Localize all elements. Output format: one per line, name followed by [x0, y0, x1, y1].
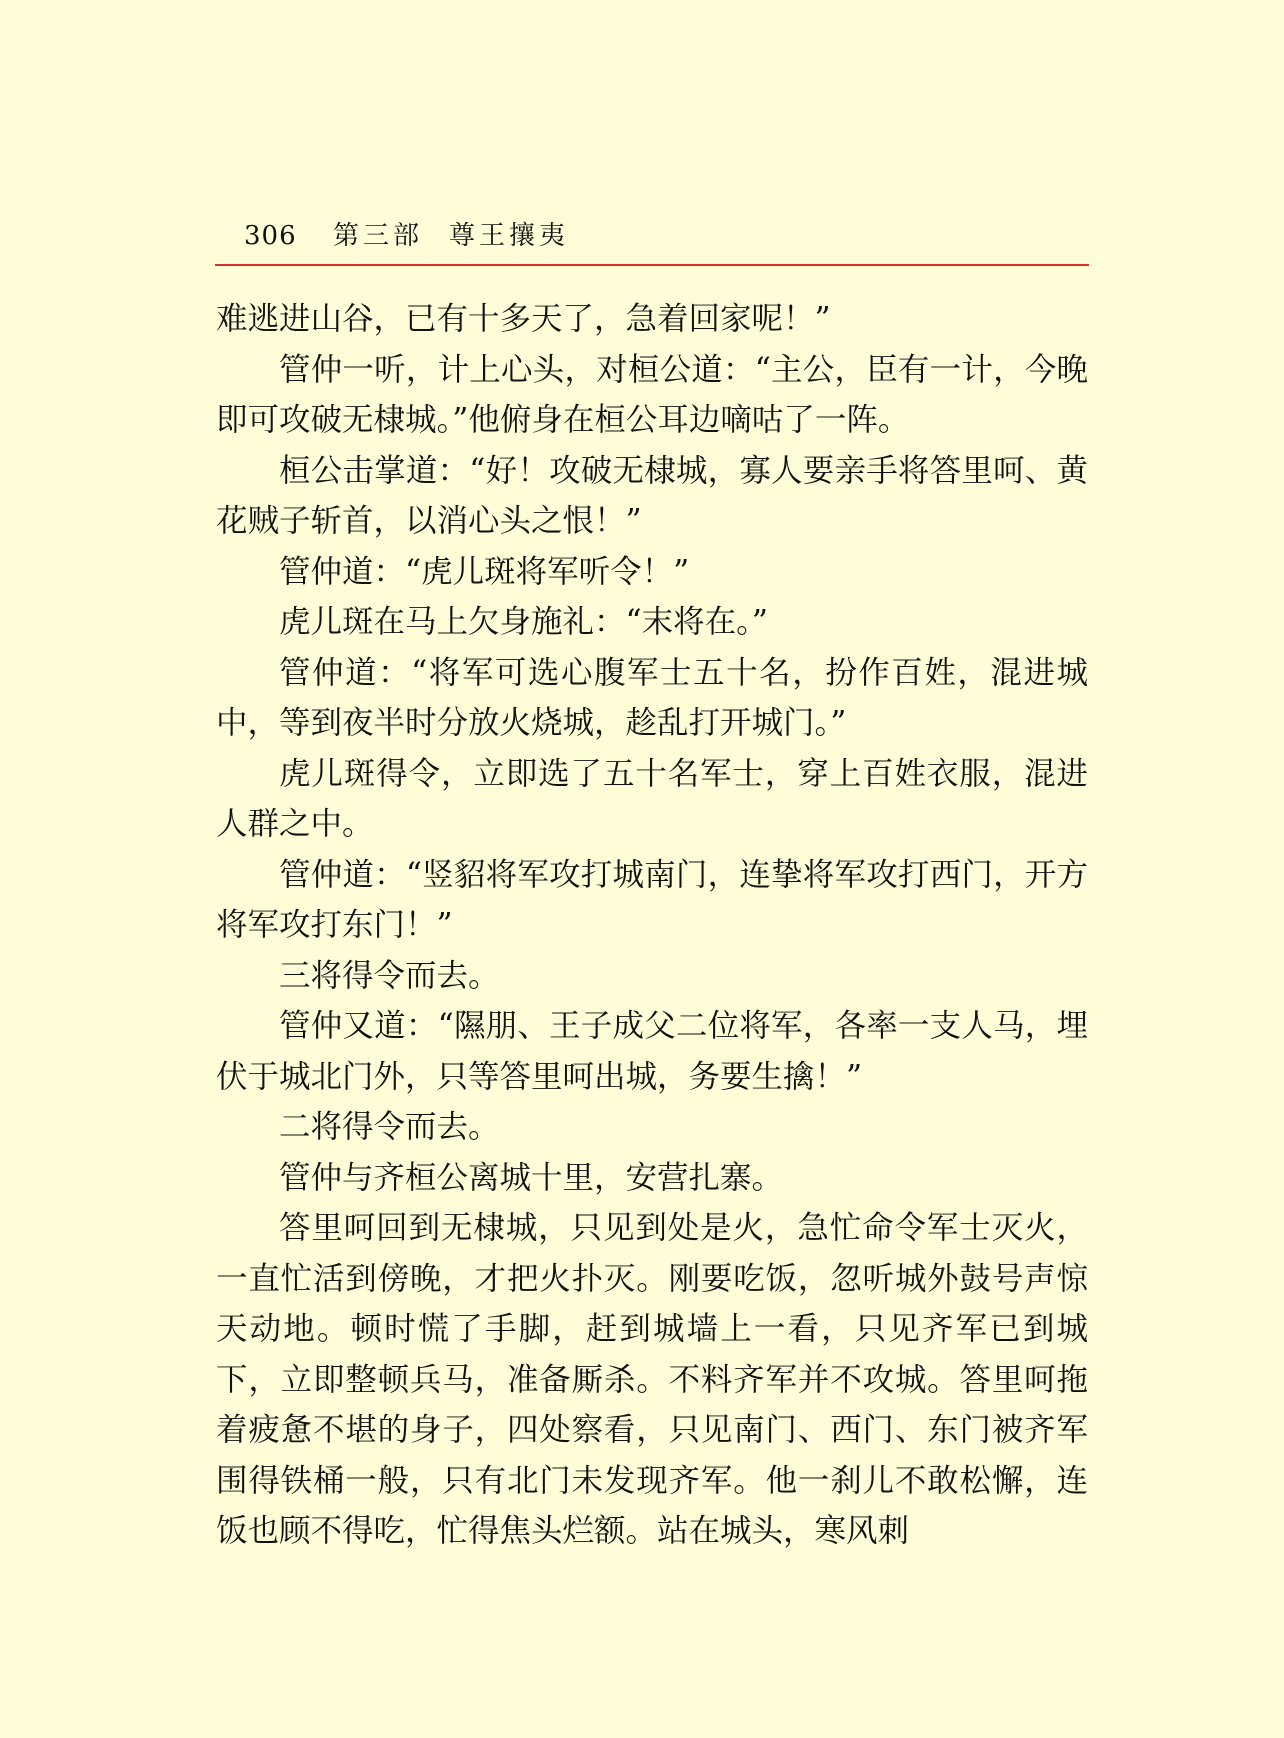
- paragraph: 三将得令而去。: [279, 957, 500, 994]
- paragraph: 虎儿斑在马上欠身施礼：“末将在。”: [279, 604, 768, 640]
- paragraph: 管仲一听，计上心头，对桓公道：“主公，臣有一计，今晚即可攻破无棣城。”他俯身在桓公耳边嘀咕了一阵。: [216, 351, 1088, 438]
- paragraph: 管仲与齐桓公离城十里，安营扎寨。: [279, 1159, 784, 1196]
- paragraph: 管仲道：“虎儿斑将军听令！”: [279, 553, 690, 590]
- part-label: 第三部: [333, 221, 424, 251]
- paragraph: 虎儿斑得令，立即选了五十名军士，穿上百姓衣服，混进人群之中。: [216, 755, 1088, 842]
- paragraph-continued: 难逃进山谷，已有十多天了，急着回家呢！”: [216, 301, 831, 337]
- paragraph: 答里呵回到无棣城，只见到处是火，急忙命令军士灭火，一直忙活到傍晚，才把火扑灭。刚要吃饭，忽听城外鼓号声惊天动地。顿时慌了手脚，赶到城墙上一看，只见齐军已到城下，立即整顿兵马，准备厮杀。不料齐军并不攻城。答里呵拖着疲惫不堪的身子，四处察看，只见南门、西门、东门被齐军围得铁桶一般，只有北门未发现齐军。他一刹儿不敢松懈，连饭也顾不得吃，忙得焦头烂额。站在城头，寒风刺: [216, 1210, 1088, 1549]
- part-title: 尊王攘夷: [449, 221, 570, 251]
- header-rule: [215, 264, 1089, 266]
- paragraph: 二将得令而去。: [279, 1109, 500, 1145]
- page-number: 306: [244, 221, 297, 251]
- body-text: [216, 294, 1088, 1557]
- paragraph: 管仲道：“将军可选心腹军士五十名，扮作百姓，混进城中，等到夜半时分放火烧城，趁乱打开城门。”: [216, 654, 1088, 741]
- paragraph: 管仲又道：“隰朋、王子成父二位将军，各率一支人马，埋伏于城北门外，只等答里呵出城，务要生擒！”: [216, 1008, 1088, 1095]
- running-header: [215, 216, 1089, 256]
- paragraph: 管仲道：“竖貂将军攻打城南门，连挚将军攻打西门，开方将军攻打东门！”: [216, 856, 1088, 943]
- paragraph: 桓公击掌道：“好！攻破无棣城，寡人要亲手将答里呵、黄花贼子斩首，以消心头之恨！”: [216, 452, 1088, 539]
